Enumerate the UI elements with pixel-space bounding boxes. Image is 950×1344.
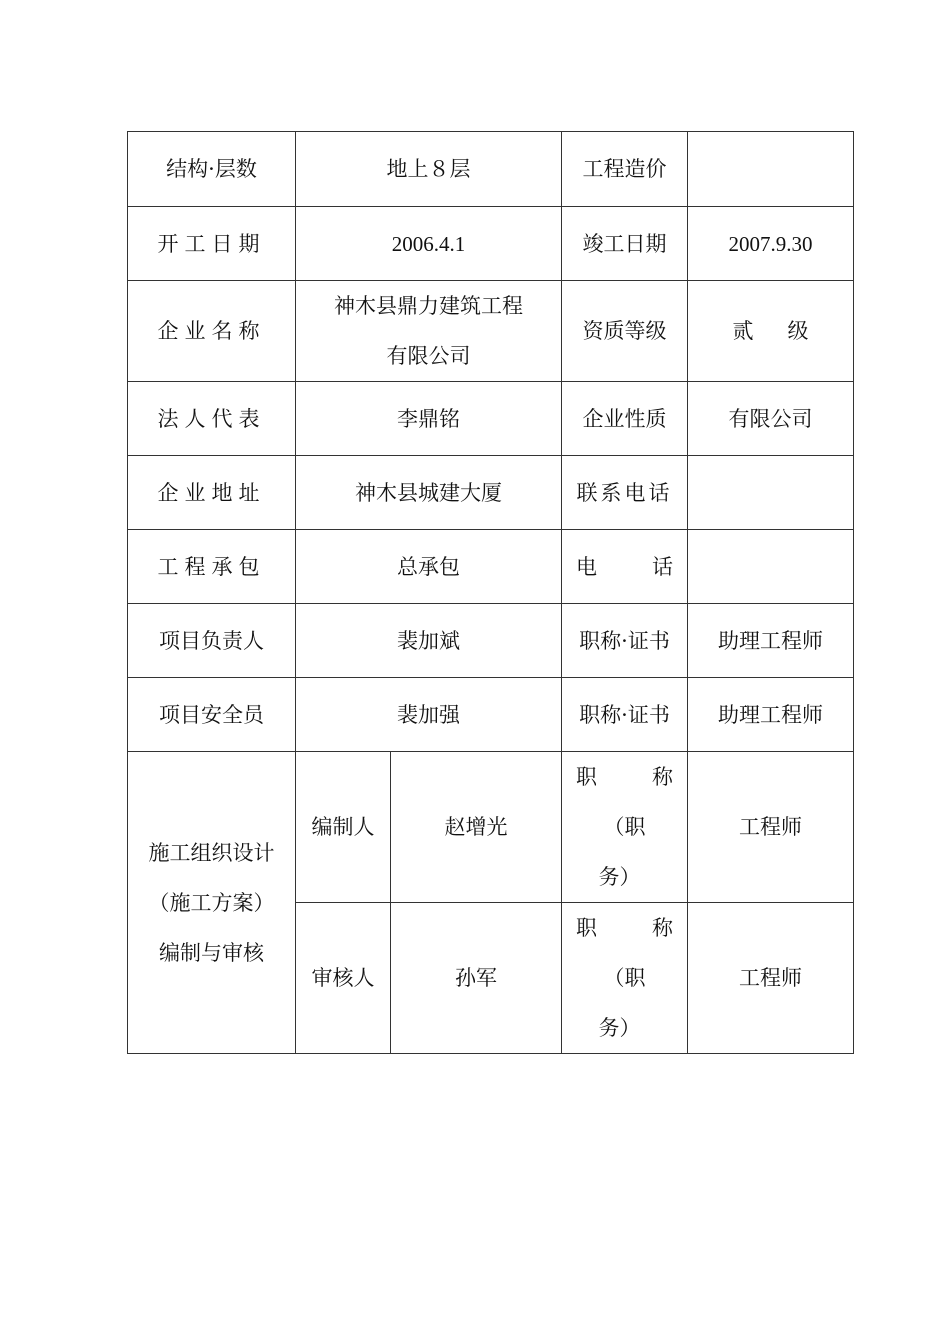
row-address [128,456,854,530]
legal-label-text: 法人代表 [157,406,266,431]
structure-value: 地上８层 [296,132,562,207]
end-date-value: 2007.9.30 [688,207,854,281]
compiler-title-b: 称 [652,765,673,789]
compiler-title-text [562,752,687,902]
grade-value-a: 贰 [732,319,754,343]
compiler-title-d: 务） [598,865,641,889]
address-label [128,456,296,530]
manager-title-label: 职称·证书 [562,604,688,678]
phone-value [688,456,854,530]
compiler-title-a: 职 [576,765,597,789]
legal-value: 李鼎铭 [296,382,562,456]
end-date-label: 竣工日期 [562,207,688,281]
design-label-line3: 编制与审核 [159,940,264,965]
phone-label [562,456,688,530]
row-structure [128,132,854,207]
start-date-value: 2006.4.1 [296,207,562,281]
safety-label: 项目安全员 [128,678,296,752]
safety-title-value: 助理工程师 [688,678,854,752]
safety-title-label: 职称·证书 [562,678,688,752]
project-info-table [127,131,854,1054]
grade-value-b: 级 [787,319,809,343]
structure-label: 结构·层数 [128,132,296,207]
grade-value-text [688,306,853,356]
compiler-title-line1 [576,752,673,802]
grade-value [688,281,854,382]
safety-value: 裴加强 [296,678,562,752]
address-value: 神木县城建大厦 [296,456,562,530]
compiler-name: 赵增光 [391,752,562,903]
row-company [128,281,854,382]
reviewer-title-b: 称 [652,916,673,940]
contract-label-text: 工程承包 [157,554,266,579]
tel-label-b: 话 [652,554,673,579]
manager-label: 项目负责人 [128,604,296,678]
tel-value [688,530,854,604]
reviewer-title-d: 务） [598,1016,641,1040]
reviewer-title-c: （职 [603,966,646,990]
row-dates [128,207,854,281]
grade-label: 资质等级 [562,281,688,382]
manager-title-value: 助理工程师 [688,604,854,678]
reviewer-role: 审核人 [296,903,391,1054]
company-label-text: 企业名称 [157,319,266,343]
tel-label [562,530,688,604]
nature-label: 企业性质 [562,382,688,456]
cost-value [688,132,854,207]
tel-label-a: 电 [576,554,597,579]
design-label-line1: 施工组织设计 [148,840,275,865]
company-value-line1: 神木县鼎力建筑工程 [334,294,523,318]
row-safety [128,678,854,752]
address-label-text: 企业地址 [157,480,266,505]
design-label-line2: （施工方案） [148,890,275,915]
reviewer-title-value: 工程师 [688,903,854,1054]
reviewer-title-text [562,903,687,1053]
cost-label: 工程造价 [562,132,688,207]
manager-value: 裴加斌 [296,604,562,678]
reviewer-title-label [562,903,688,1054]
start-date-label [128,207,296,281]
company-value-line2: 有限公司 [386,344,471,368]
compiler-title-c: （职 [603,815,646,839]
design-label [128,752,296,1054]
reviewer-title-line1 [576,903,673,953]
row-compiler [128,752,854,903]
reviewer-title-a: 职 [576,916,597,940]
phone-label-text: 联系电话 [576,480,673,505]
contract-label [128,530,296,604]
contract-value: 总承包 [296,530,562,604]
row-legal [128,382,854,456]
row-contract [128,530,854,604]
nature-value: 有限公司 [688,382,854,456]
compiler-title-value: 工程师 [688,752,854,903]
row-manager [128,604,854,678]
legal-label [128,382,296,456]
tel-label-text [562,542,687,592]
compiler-title-label [562,752,688,903]
start-date-label-text: 开工日期 [157,231,266,256]
compiler-role: 编制人 [296,752,391,903]
reviewer-name: 孙军 [391,903,562,1054]
company-value [296,281,562,382]
company-label [128,281,296,382]
